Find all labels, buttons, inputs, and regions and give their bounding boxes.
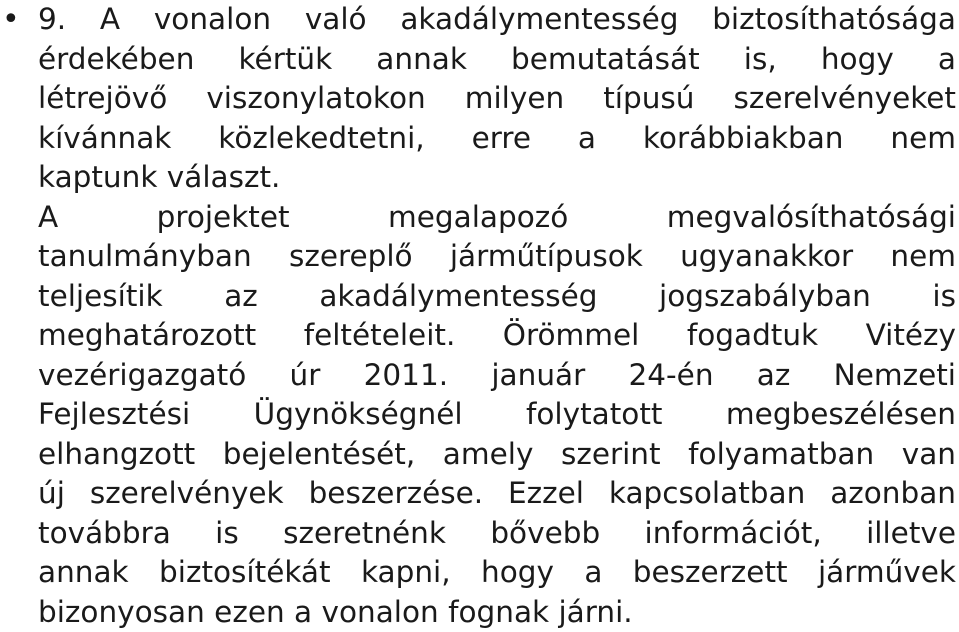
text-line: meghatározott feltételeit. Örömmel fogadtuk Vitézy [38,316,956,356]
text-line: teljesítik az akadálymentesség jogszabályban is [38,277,956,317]
text-line: érdekében kértük annak bemutatását is, hogy a [38,40,956,80]
text-line: bizonyosan ezen a vonalon fognak járni. [38,593,956,632]
paragraph-block [38,0,956,632]
text-line: A projektet megalapozó megvalósíthatósági [38,198,956,238]
bullet-icon: • [2,0,20,40]
text-line: kívánnak közlekedtetni, erre a korábbiakban nem [38,119,956,159]
text-line: kaptunk választ. [38,158,956,198]
text-line: vezérigazgató úr 2011. január 24-én az Nemzeti [38,356,956,396]
text-line: 9. A vonalon való akadálymentesség biztosíthatósága [38,0,956,40]
text-line: elhangzott bejelentését, amely szerint folyamatban van [38,435,956,475]
text-line: új szerelvények beszerzése. Ezzel kapcsolatban azonban [38,474,956,514]
text-line: tanulmányban szereplő járműtípusok ugyanakkor nem [38,237,956,277]
text-line: annak biztosítékát kapni, hogy a beszerzett járművek [38,553,956,593]
text-line: továbbra is szeretnénk bővebb információt, illetve [38,514,956,554]
text-line: létrejövő viszonylatokon milyen típusú szerelvényeket [38,79,956,119]
text-line: Fejlesztési Ügynökségnél folytatott megbeszélésen [38,395,956,435]
